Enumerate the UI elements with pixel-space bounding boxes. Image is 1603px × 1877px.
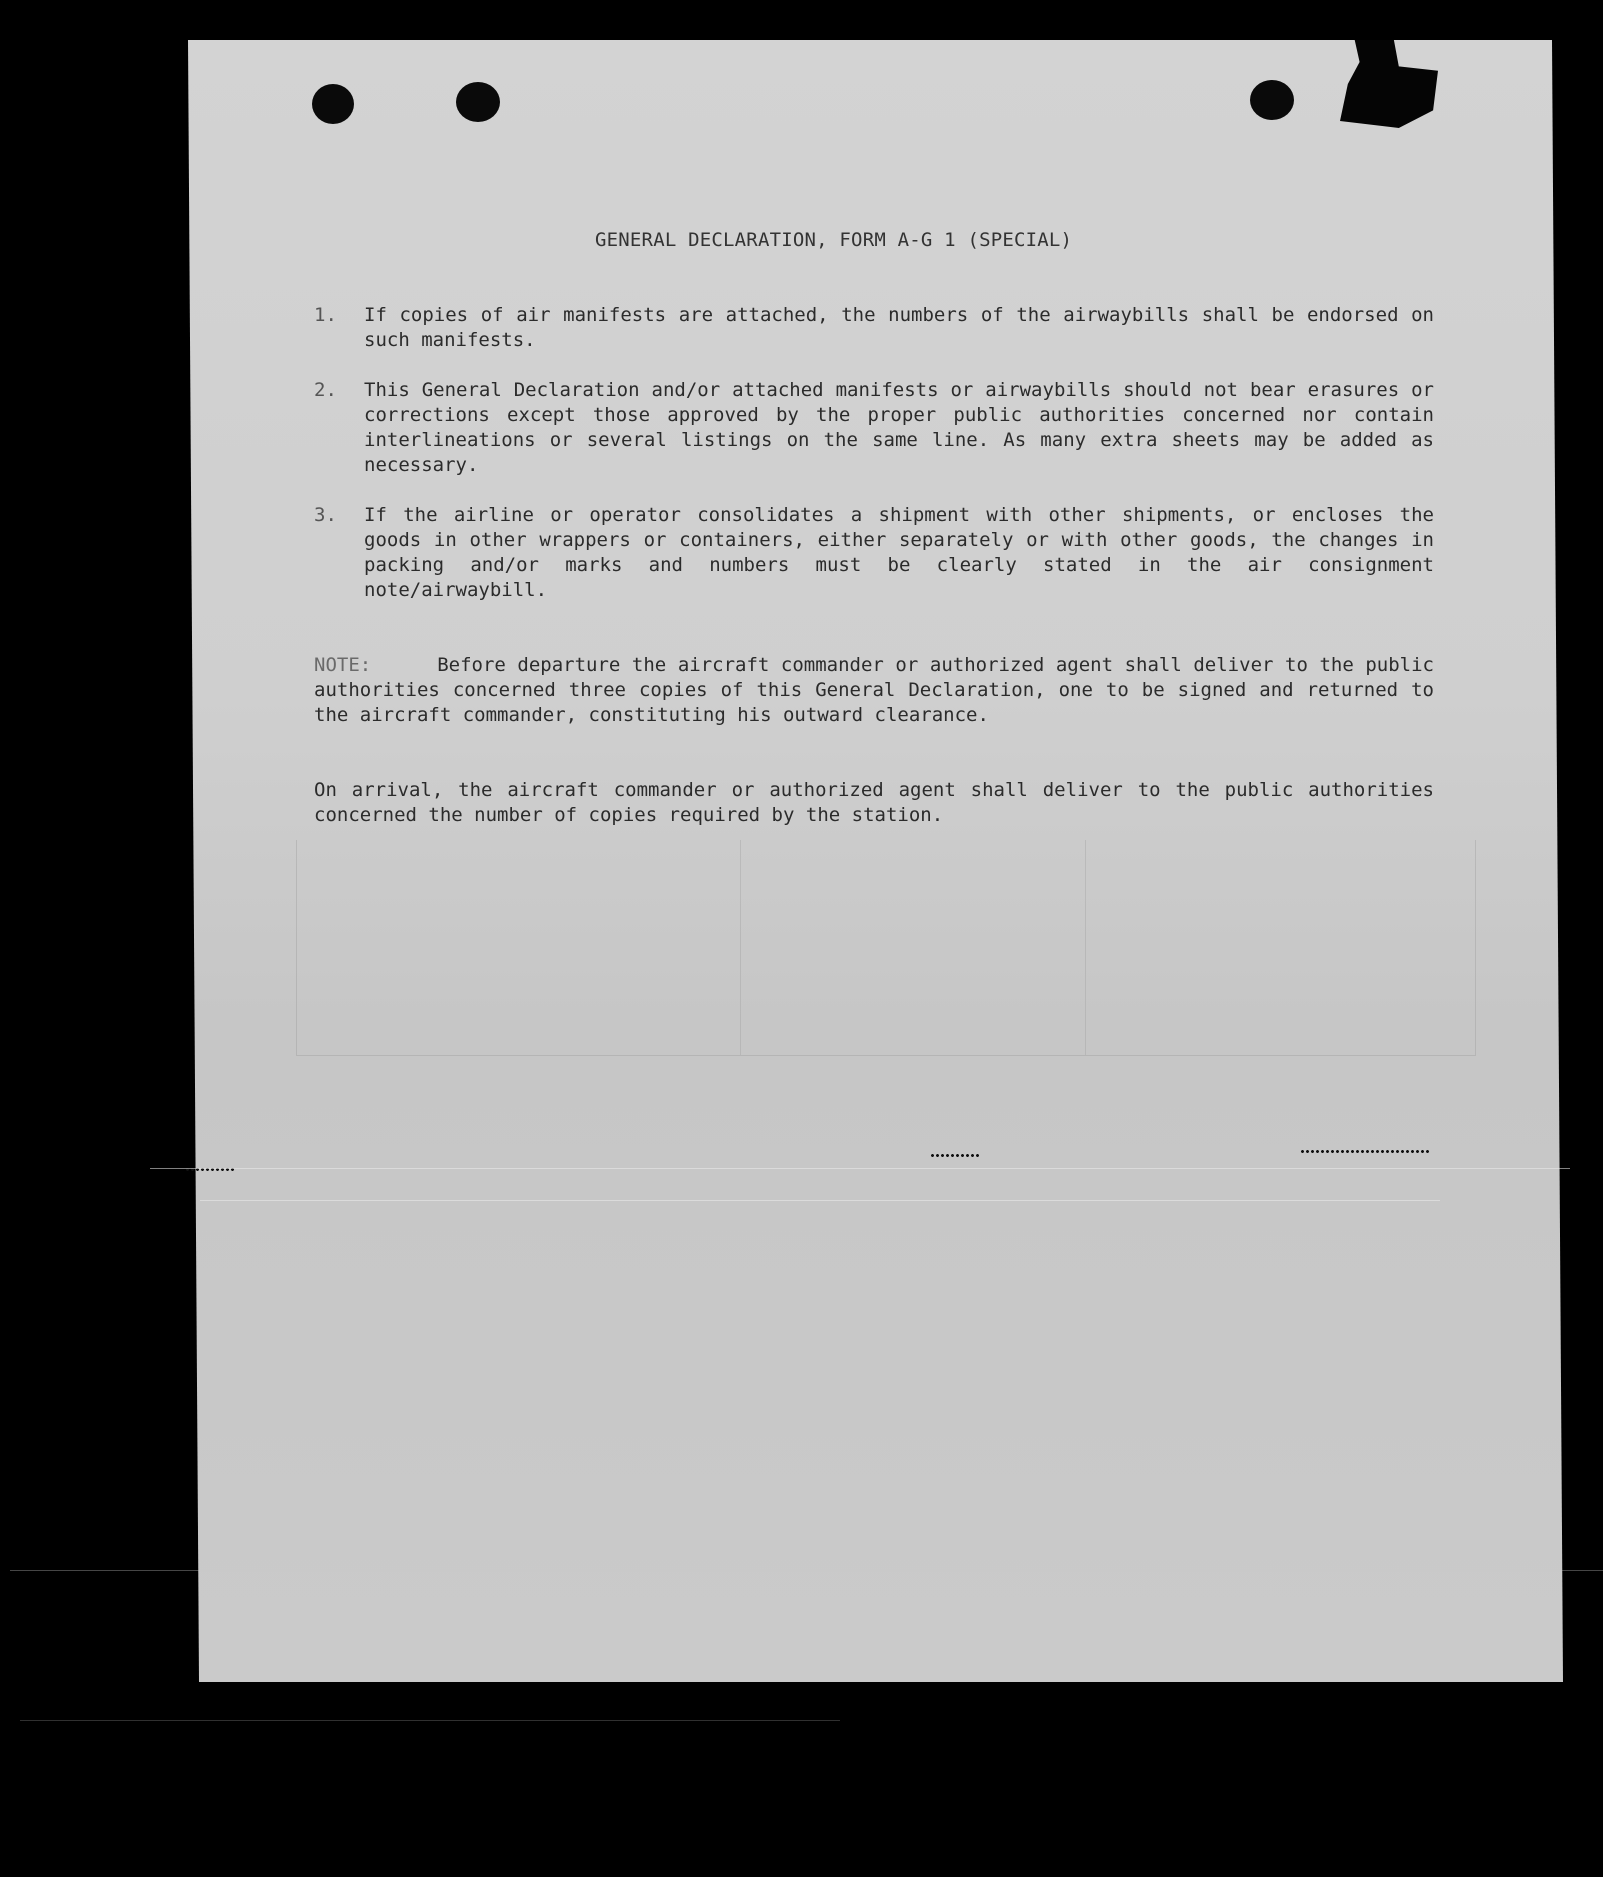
scan-speck-row bbox=[1300, 1150, 1430, 1153]
faint-form-divider bbox=[1085, 840, 1086, 1055]
item-text: If copies of air manifests are attached, the numbers of the airwaybills shall be endorsed on such manifests. bbox=[364, 304, 1434, 351]
note-paragraph bbox=[314, 653, 1434, 728]
note-label: NOTE: bbox=[314, 654, 372, 676]
instruction-item bbox=[314, 503, 1434, 608]
faint-form-grid bbox=[296, 840, 1476, 1056]
scan-speck-row bbox=[930, 1154, 980, 1157]
punch-hole-center-left bbox=[456, 82, 500, 122]
item-number: 3. bbox=[314, 504, 337, 526]
page-title: GENERAL DECLARATION, FORM A-G 1 (SPECIAL) bbox=[595, 229, 1073, 251]
item-number: 1. bbox=[314, 304, 337, 326]
instruction-item bbox=[314, 303, 1434, 358]
faint-form-divider bbox=[740, 840, 741, 1055]
item-number: 2. bbox=[314, 379, 337, 401]
punch-hole-left bbox=[312, 84, 354, 124]
item-text: If the airline or operator consolidates a shipment with other shipments, or encloses the goods in other wrappers or containers, either separately or with other goods, the changes in packing and/or marks and numbers must be clearly stated in the air consignment note/airwaybill. bbox=[364, 504, 1434, 601]
item-text: This General Declaration and/or attached manifests or airwaybills should not bear erasures or corrections except those approved by the proper public authorities concerned nor contain interlineations or several listings on the same line. As many extra sheets may be added as necessary. bbox=[364, 379, 1434, 476]
scan-line bbox=[150, 1168, 1570, 1169]
punch-hole-right bbox=[1250, 80, 1294, 120]
scan-line bbox=[200, 1200, 1440, 1201]
scan-line bbox=[10, 1570, 1603, 1571]
arrival-paragraph: On arrival, the aircraft commander or authorized agent shall deliver to the public authorities concerned the number of copies required by the station. bbox=[314, 779, 1434, 826]
note-text: Before departure the aircraft commander or authorized agent shall deliver to the public authorities concerned three copies of this General Declaration, one to be signed and returned to the aircraft commander, constituting his outward clearance. bbox=[314, 654, 1434, 726]
scan-line bbox=[20, 1720, 840, 1721]
instruction-item bbox=[314, 378, 1434, 483]
